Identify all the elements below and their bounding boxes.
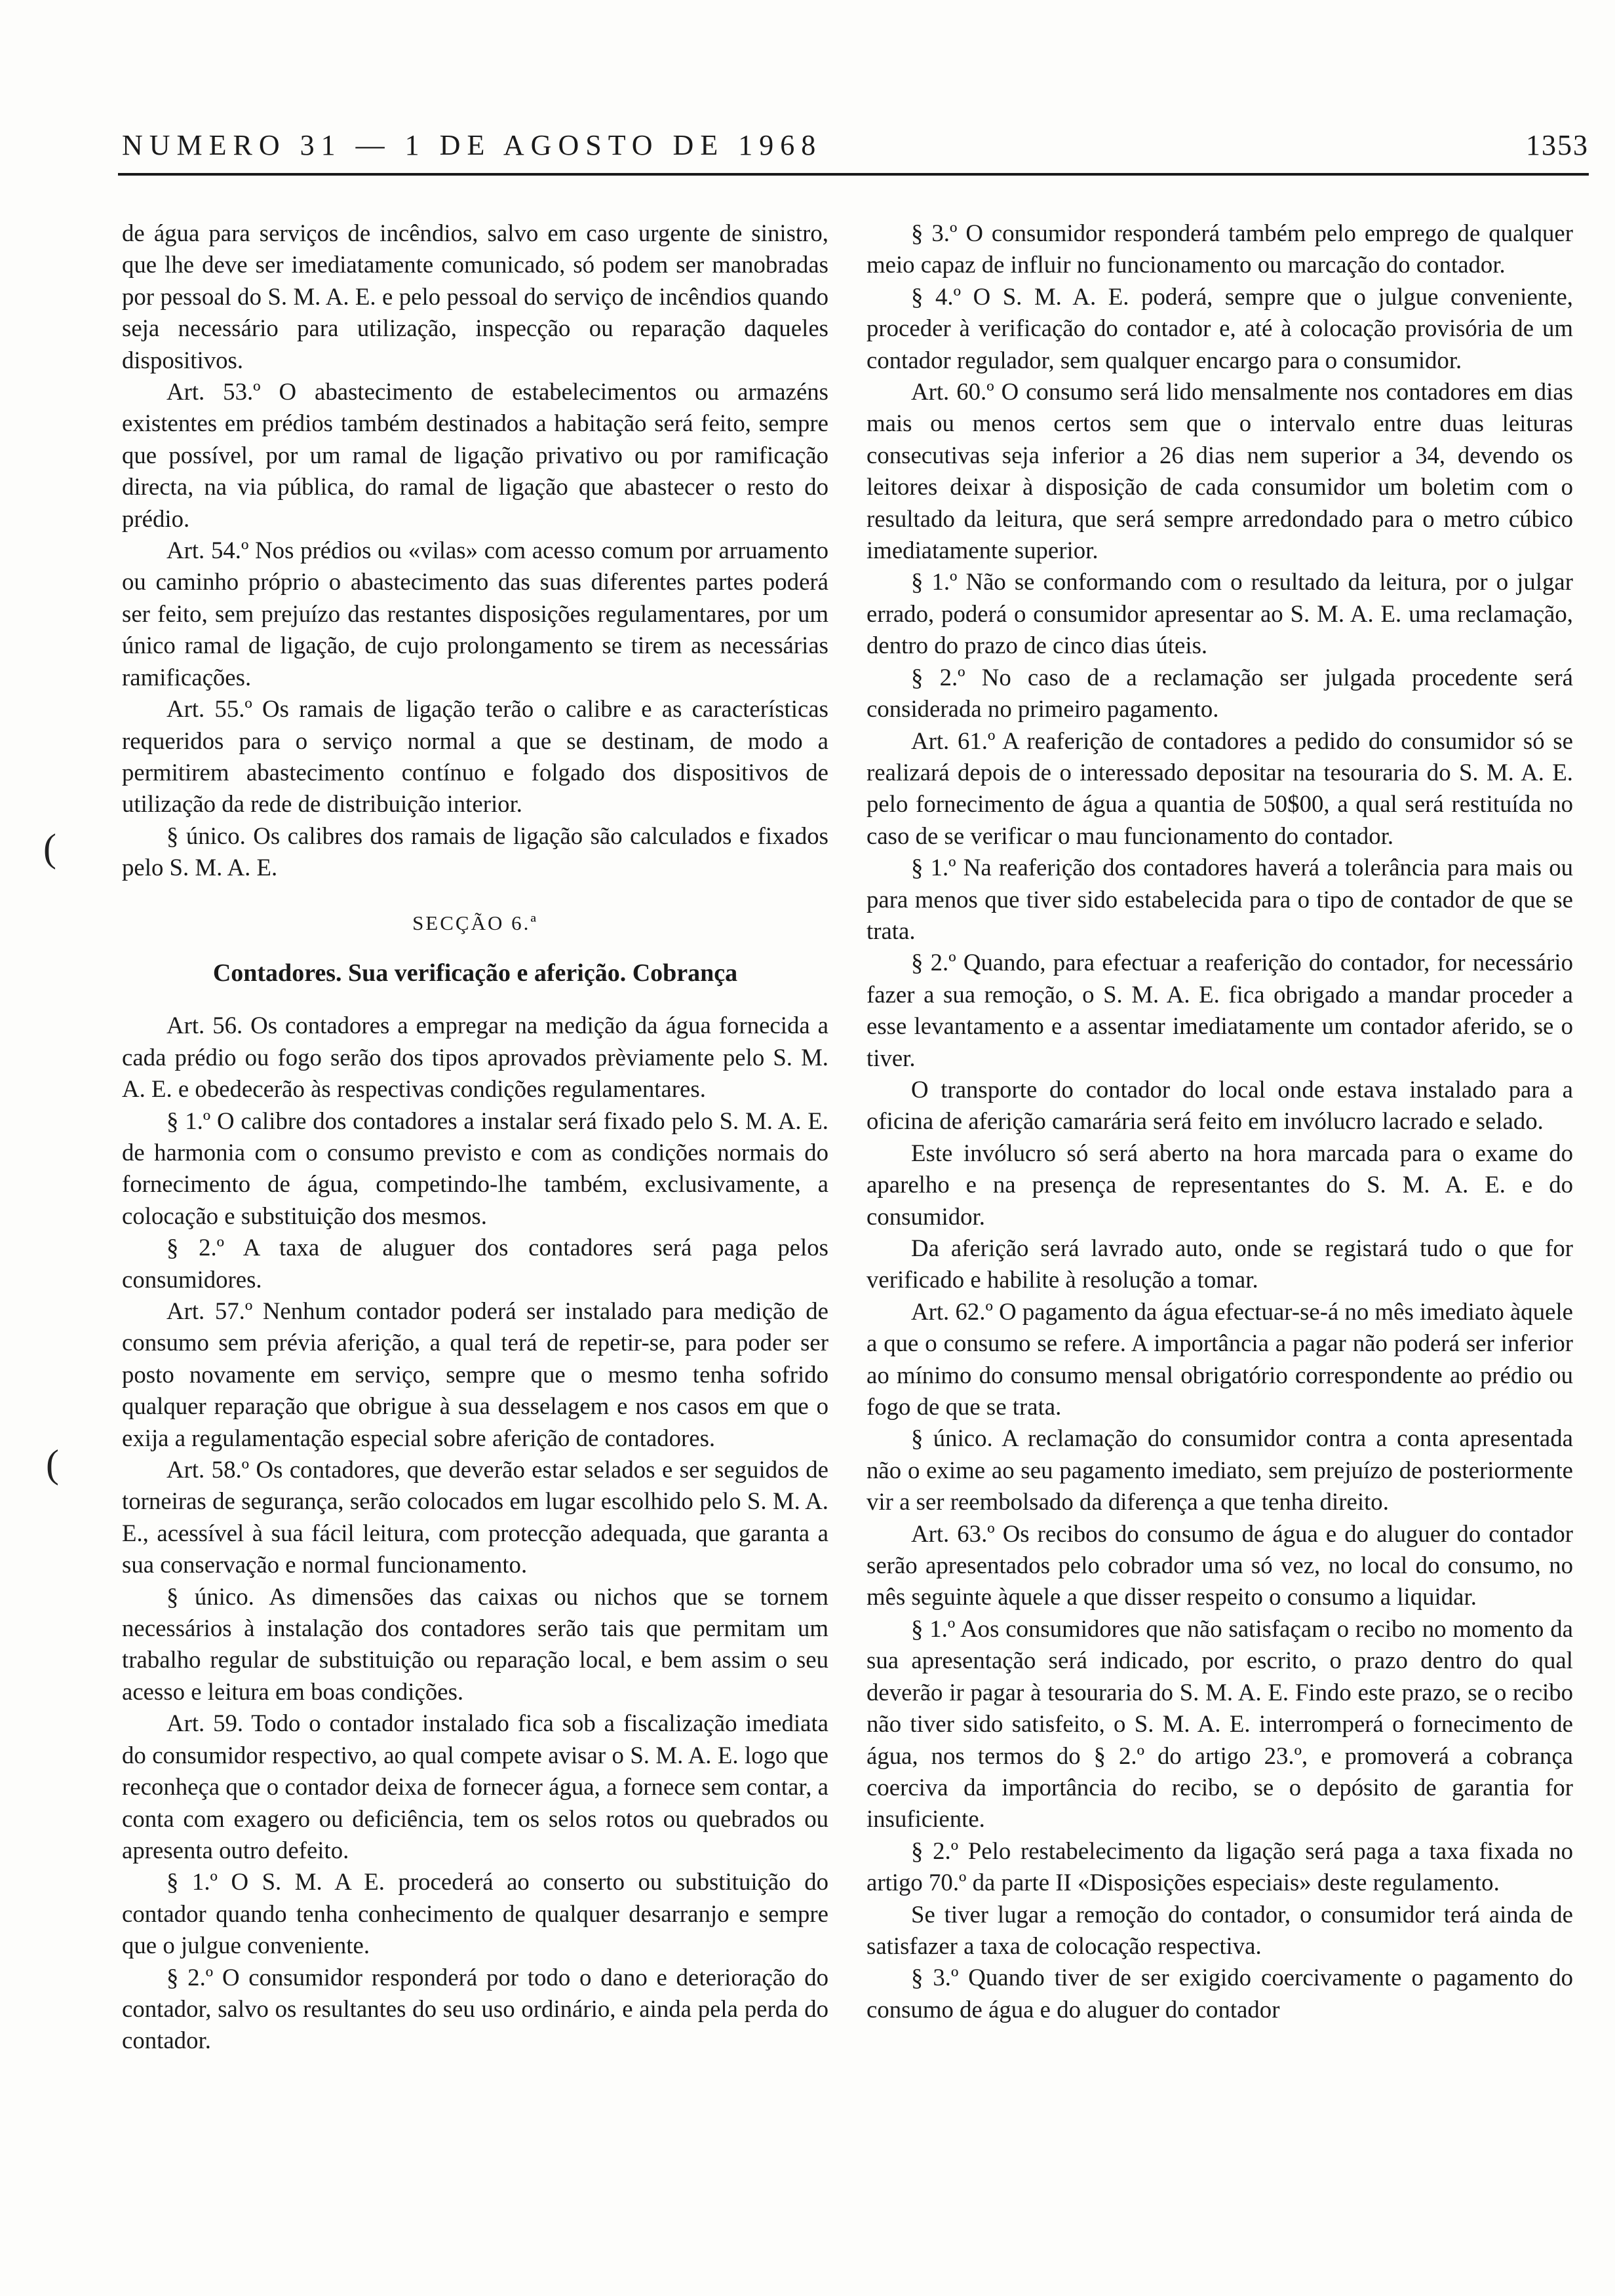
- paragraph: Art. 63.º Os recibos do consumo de água e do aluguer do contador serão apresentados pelo cobrador uma só vez, no local do consumo, no mês seguinte àquele a que disser respeito o consumo a liquidar.: [866, 1520, 1573, 1611]
- paragraph: Art. 59. Todo o contador instalado fica sob a fiscalização imediata do consumidor respectivo, ao qual compete avisar o S. M. A. E. logo que reconheça que o contador deixa de fornecer água, a fornece sem contar, a conta com exagero ou deficiência, tem os selos rotos ou quebrados ou apresenta outro defeito.: [122, 1710, 828, 1864]
- paragraph: § 2.º O consumidor responderá por todo o dano e deterioração do contador, salvo os resultantes do seu uso ordinário, e ainda pela perda do contador.: [122, 1963, 828, 2054]
- margin-mark: (: [43, 826, 56, 870]
- paragraph: Art. 60.º O consumo será lido mensalmente nos contadores em dias mais ou menos certos sem que o intervalo entre duas leituras consecutivas seja inferior a 26 dias nem superior a 34, devendo os leitores deixar à disposição de cada consumidor um boletim com o resultado da leitura, que será sempre arredondado para o metro cúbico imediatamente superior.: [866, 378, 1573, 564]
- paragraph: § único. Os calibres dos ramais de ligação são calculados e fixados pelo S. M. A. E.: [122, 822, 828, 881]
- paragraph: § 1.º O S. M. A E. procederá ao conserto ou substituição do contador quando tenha conhecimento de qualquer desarranjo e sempre que o julgue conveniente.: [122, 1868, 828, 1959]
- paragraph: Art. 56. Os contadores a empregar na medição da água fornecida a cada prédio ou fogo serão dos tipos aprovados prèviamente pelo S. M. A. E. e obedecerão às respectivas condições regulamentares.: [122, 1012, 828, 1103]
- paragraph: Art. 58.º Os contadores, que deverão estar selados e ser seguidos de torneiras de segurança, serão colocados em lugar escolhido pelo S. M. A. E., acessível à sua fácil leitura, com protecção adequada, que garanta a sua conservação e normal funcionamento.: [122, 1456, 828, 1578]
- paragraph: § 3.º Quando tiver de ser exigido coercivamente o pagamento do consumo de água e do aluguer do contador: [866, 1964, 1573, 2023]
- paragraph: § 2.º No caso de a reclamação ser julgada procedente será considerada no primeiro pagamento.: [866, 663, 1573, 723]
- margin-mark: (: [46, 1442, 59, 1485]
- issue-title: NUMERO 31 — 1 DE AGOSTO DE 1968: [122, 129, 823, 161]
- paragraph: Art. 53.º O abastecimento de estabelecimentos ou armazéns existentes em prédios também destinados a habitação será feito, sempre que possível, por um ramal de ligação privativo ou por ramificação directa, na via pública, do ramal de ligação que abastecer o resto do prédio.: [122, 378, 828, 532]
- header-rule: [118, 173, 1589, 176]
- paragraph: § 1.º Não se conformando com o resultado da leitura, por o julgar errado, poderá o consumidor apresentar ao S. M. A. E. uma reclamação, dentro do prazo de cinco dias úteis.: [866, 568, 1573, 659]
- paragraph: § 2.º A taxa de aluguer dos contadores será paga pelos consumidores.: [122, 1234, 828, 1293]
- paragraph: de água para serviços de incêndios, salvo em caso urgente de sinistro, que lhe deve ser imediatamente comunicado, só podem ser manobradas por pessoal do S. M. A. E. e pelo pessoal do serviço de incêndios quando seja necessário para utilização, inspecção ou reparação daqueles dispositivos.: [122, 220, 828, 373]
- paragraph: § único. A reclamação do consumidor contra a conta apresentada não o exime ao seu pagamento imediato, sem prejuízo de posteriormente vir a ser reembolsado da diferença a que tenha direito.: [866, 1425, 1573, 1516]
- right-column: [866, 218, 1573, 2025]
- paragraph: § único. As dimensões das caixas ou nichos que se tornem necessários à instalação dos contadores serão tais que permitam um trabalho regular de substituição ou reparação local, e bem assim o seu acesso e leitura em boas condições.: [122, 1582, 828, 1705]
- page-header: [122, 128, 1589, 168]
- paragraph: § 2.º Quando, para efectuar a reaferição do contador, for necessário fazer a sua remoção, o S. M. A. E. fica obrigado a mandar proceder a esse levantamento e a assentar imediatamente um contador aferido, se o tiver.: [866, 949, 1573, 1071]
- paragraph: § 2.º Pelo restabelecimento da ligação será paga a taxa fixada no artigo 70.º da parte II «Disposições especiais» deste regulamento.: [866, 1837, 1573, 1896]
- paragraph: Art. 57.º Nenhum contador poderá ser instalado para medição de consumo sem prévia aferição, a qual terá de repetir-se, para poder ser posto novamente em serviço, sempre que o mesmo tenha sofrido qualquer reparação que obrigue à sua desselagem e nos casos em que o exija a regulamentação especial sobre aferição de contadores.: [122, 1297, 828, 1451]
- section-title: Contadores. Sua verificação e aferição. Cobrança: [212, 959, 738, 987]
- left-column: [122, 218, 828, 2057]
- paragraph: § 1.º Na reaferição dos contadores haverá a tolerância para mais ou para menos que tiver sido estabelecida para o tipo de contador de que se trata.: [866, 854, 1573, 944]
- paragraph: Art. 62.º O pagamento da água efectuar-se-á no mês imediato àquele a que o consumo se refere. A importância a pagar não poderá ser inferior ao mínimo do consumo mensal obrigatório correspondente ao prédio ou fogo de que se trata.: [866, 1297, 1573, 1421]
- paragraph: § 1.º Aos consumidores que não satisfaçam o recibo no momento da sua apresentação será indicado, por escrito, o prazo dentro do qual deverão ir pagar à tesouraria do S. M. A. E. Findo este prazo, se o recibo não tiver sido satisfeito, o S. M. A. E. interromperá o fornecimento de água, nos termos do § 2.º do artigo 23.º, e promoverá a cobrança coerciva da importância do recibo, se o depósito de garantia for insuficiente.: [866, 1615, 1573, 1833]
- paragraph: Este invólucro só será aberto na hora marcada para o exame do aparelho e na presença de representantes do S. M. A. E. e do consumidor.: [866, 1139, 1573, 1230]
- paragraph: Se tiver lugar a remoção do contador, o consumidor terá ainda de satisfazer a taxa de colocação respectiva.: [866, 1900, 1573, 1959]
- section-label: SECÇÃO 6.ª: [412, 911, 538, 934]
- paragraph: Art. 61.º A reaferição de contadores a pedido do consumidor só se realizará depois de o interessado depositar na tesouraria do S. M. A. E. pelo fornecimento de água a quantia de 50$00, a qual será restituída no caso de se verificar o mau funcionamento do contador.: [866, 727, 1573, 849]
- page-number: 1353: [1526, 129, 1589, 161]
- paragraph: § 4.º O S. M. A. E. poderá, sempre que o julgue conveniente, proceder à verificação do contador e, até à colocação provisória de um contador regulador, sem qualquer encargo para o consumidor.: [866, 282, 1573, 373]
- paragraph: Art. 54.º Nos prédios ou «vilas» com acesso comum por arruamento ou caminho próprio o abastecimento das suas diferentes partes poderá ser feito, sem prejuízo das restantes disposições regulamentares, por um único ramal de ligação, de cujo prolongamento se tirem as necessárias ramificações.: [122, 537, 828, 691]
- paragraph: § 3.º O consumidor responderá também pelo emprego de qualquer meio capaz de influir no funcionamento ou marcação do contador.: [866, 220, 1573, 278]
- paragraph: Da aferição será lavrado auto, onde se registará tudo o que for verificado e habilite à resolução a tomar.: [866, 1234, 1573, 1293]
- paragraph: Art. 55.º Os ramais de ligação terão o calibre e as características requeridos para o serviço normal a que se destinam, de modo a permitirem abastecimento contínuo e folgado dos dispositivos de utilização da rede de distribuição interior.: [122, 695, 828, 818]
- paragraph: § 1.º O calibre dos contadores a instalar será fixado pelo S. M. A. E. de harmonia com o consumo previsto e com as condições normais do fornecimento de água, competindo-lhe também, exclusivamente, a colocação e substituição dos mesmos.: [122, 1107, 828, 1229]
- paragraph: O transporte do contador do local onde estava instalado para a oficina de aferição camarária será feito em invólucro lacrado e selado.: [866, 1075, 1573, 1135]
